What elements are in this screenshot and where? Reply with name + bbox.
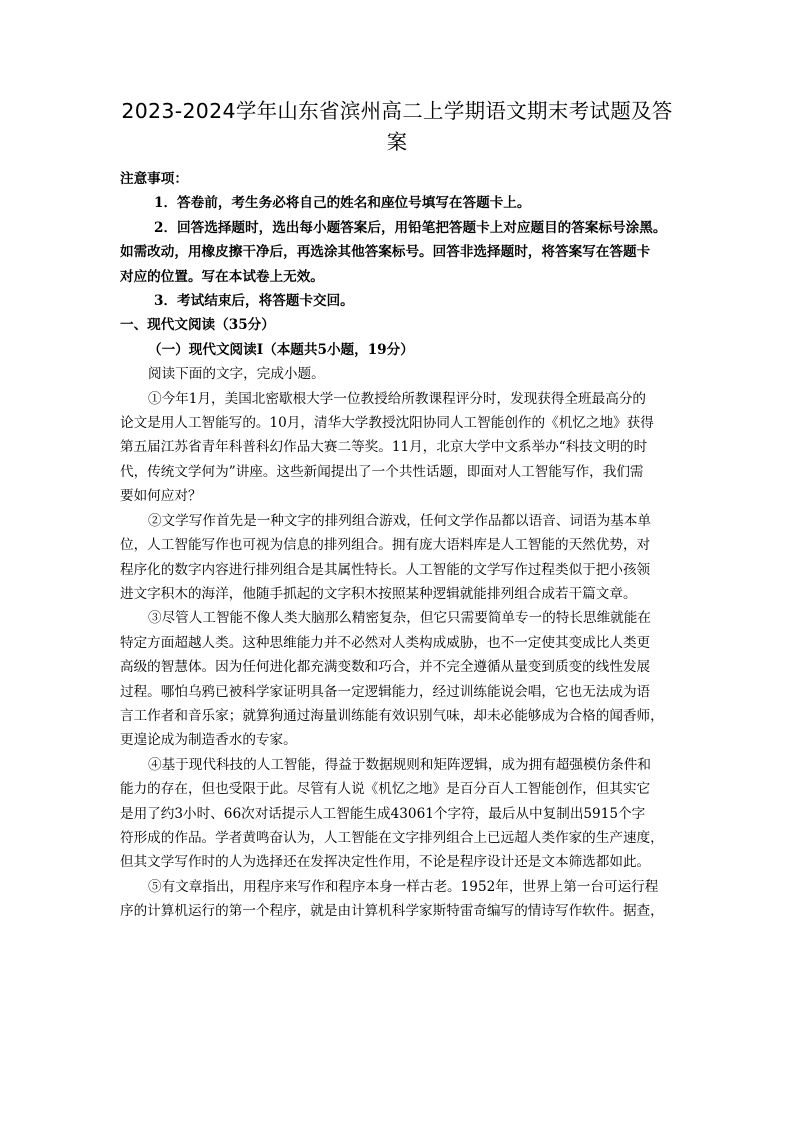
- paragraph-2-line: ②文学写作首先是一种文字的排列组合游戏，任何文学作品都以语音、词语为基本单: [148, 512, 651, 529]
- paragraph-3-line: ③尽管人工智能不像人类大脑那么精密复杂，但它只需要简单专一的特长思维就能在: [148, 610, 651, 627]
- title-line-2: 案: [386, 130, 408, 154]
- paragraph-4-line: 是用了约3小时、66次对话提示人工智能生成43061个字符，最后从中复制出5915个字: [120, 805, 646, 822]
- paragraph-1-line: 第五届江苏省青年科普科幻作品大赛二等奖。11月，北京大学中文系举办“科技文明的时: [120, 439, 648, 456]
- paragraph-4-line: 但其文学写作时的人为选择还在发挥决定性作用，不论是程序设计还是文本筛选都如此。: [120, 854, 651, 871]
- document-body: [120, 167, 676, 924]
- subsection-heading-1: （一）现代文阅读Ⅰ（本题共5小题，19分）: [148, 341, 414, 358]
- paragraph-1-line: ①今年1月，美国北密歇根大学一位教授给所教课程评分时，发现获得全班最高分的: [148, 390, 647, 407]
- notice-item-2-line-3: 对应的位置。写在本试卷上无效。: [120, 268, 324, 285]
- paragraph-1-line: 要如何应对？: [120, 488, 202, 505]
- section-heading-1: 一、现代文阅读（35分）: [120, 317, 275, 334]
- reading-instruction: 阅读下面的文字，完成小题。: [148, 366, 325, 383]
- notice-heading: 注意事项：: [120, 171, 188, 187]
- title-line-1: 2023-2024学年山东省滨州高二上学期语文期末考试题及答: [121, 99, 673, 123]
- paragraph-3-line: 高级的智慧体。因为任何进化都充满变数和巧合，并不完全遵循从量变到质变的线性发展: [120, 659, 651, 676]
- paragraph-4-line: 符形成的作品。学者黄鸣奋认为，人工智能在文字排列组合上已远超人类作家的生产速度，: [120, 829, 664, 846]
- paragraph-1-line: 论文是用人工智能写的。10月，清华大学教授沈阳协同人工智能创作的《机忆之地》获得: [120, 415, 654, 432]
- paragraph-1-line: 代，传统文学何为”讲座。这些新闻提出了一个共性话题，即面对人工智能写作，我们需: [120, 463, 644, 480]
- paragraph-2-line: 位，人工智能写作也可视为信息的排列组合。拥有庞大语料库是人工智能的天然优势，对: [120, 537, 651, 554]
- paragraph-3-line: 更遑论成为制造香水的专家。: [120, 732, 297, 749]
- notice-item-2-line-1: 2．回答选择题时，选出每小题答案后，用铅笔把答题卡上对应题目的答案标号涂黑。: [154, 219, 667, 236]
- paragraph-3-line: 特定方面超越人类。这种思维能力并不必然对人类构成威胁，也不一定使其变成比人类更: [120, 634, 651, 651]
- notice-item-1: 1．答卷前，考生务必将自己的姓名和座位号填写在答题卡上。: [154, 195, 531, 212]
- paragraph-5-line: 序的计算机运行的第一个程序，就是由计算机科学家斯特雷奇编写的情诗写作软件。据查，: [120, 903, 664, 920]
- paragraph-3-line: 过程。哪怕乌鸦已被科学家证明具备一定逻辑能力，经过训练能说会唱，它也无法成为语: [120, 683, 651, 700]
- page-title: [100, 96, 694, 158]
- paragraph-5-line: ⑤有文章指出，用程序来写作和程序本身一样古老。1952年，世界上第一台可运行程: [148, 878, 659, 895]
- paragraph-2-line: 进文字积木的海洋，他随手抓起的文字积木按照某种逻辑就能排列组合成若干篇文章。: [120, 585, 637, 602]
- paragraph-2-line: 程序化的数字内容进行排列组合是其属性特长。人工智能的文学写作过程类似于把小孩领: [120, 561, 651, 578]
- notice-item-2-line-2: 如需改动，用橡皮擦干净后，再选涂其他答案标号。回答非选择题时，将答案写在答题卡: [120, 244, 651, 261]
- paragraph-4-line: 能力的存在，但也受限于此。尽管有人说《机忆之地》是百分百人工智能创作，但其实它: [120, 781, 651, 798]
- paragraph-3-line: 言工作者和音乐家；就算狗通过海量训练能有效识别气味，却未必能够成为合格的闻香师，: [120, 707, 664, 724]
- paragraph-4-line: ④基于现代科技的人工智能，得益于数据规则和矩阵逻辑，成为拥有超强模仿条件和: [148, 756, 651, 773]
- notice-item-3: 3．考试结束后，将答题卡交回。: [154, 293, 354, 310]
